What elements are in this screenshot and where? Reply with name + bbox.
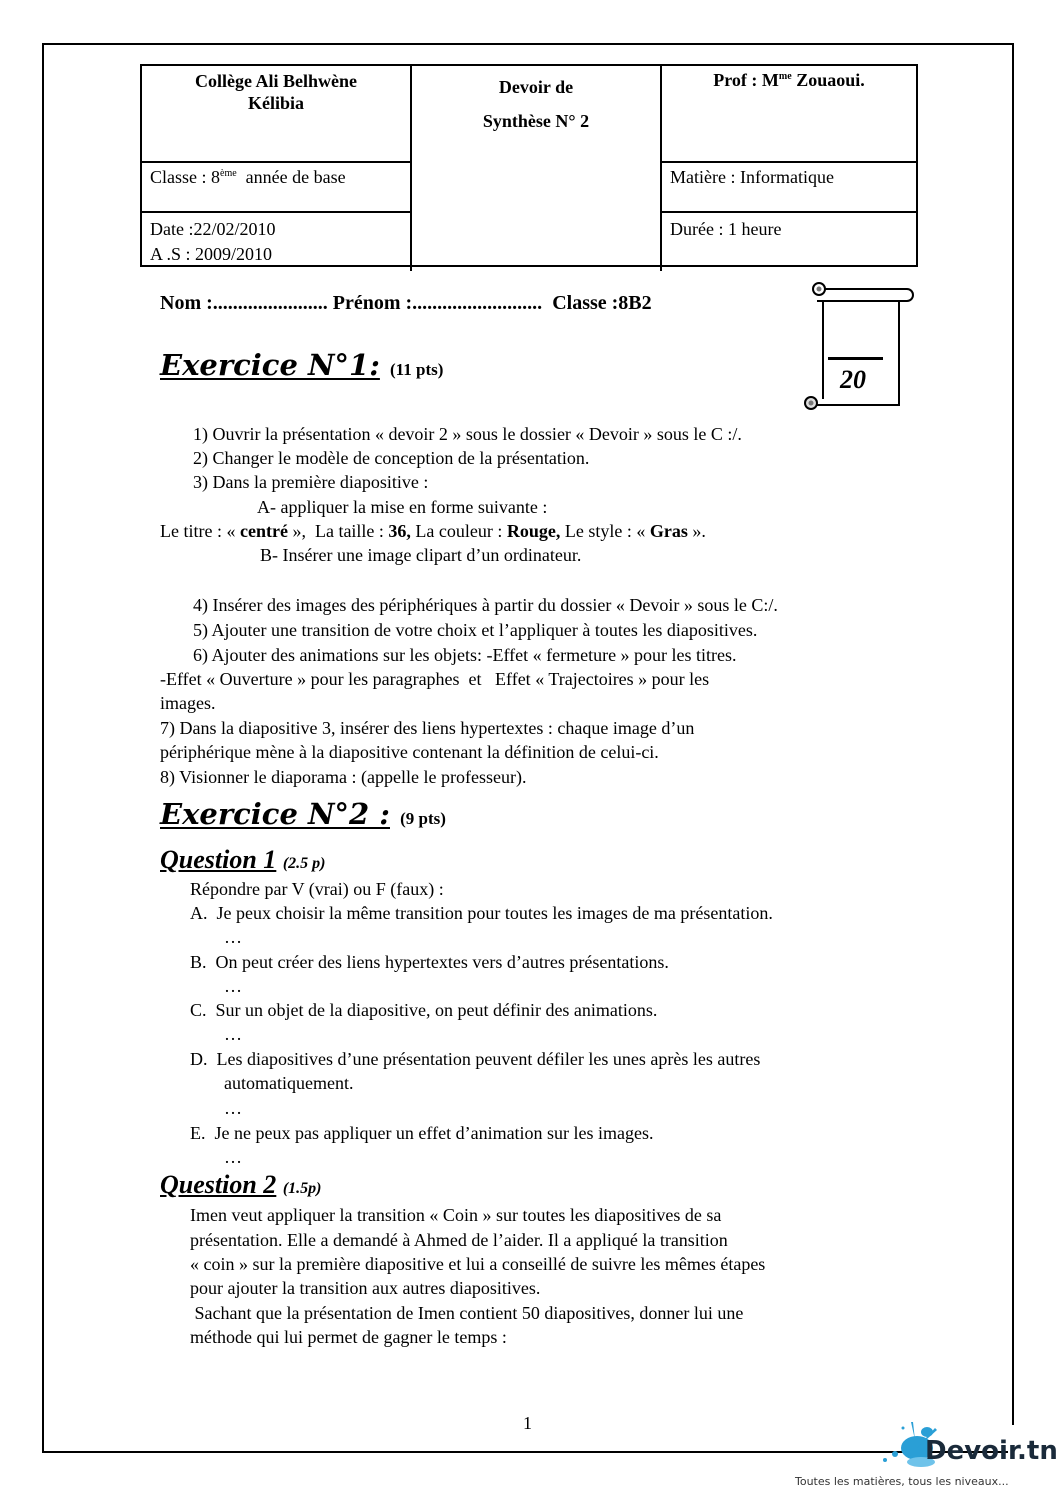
date-cell	[142, 213, 412, 271]
q2-line-4: pour ajouter la transition aux autres diapositives.	[190, 1278, 541, 1298]
score-scroll-icon	[795, 277, 915, 412]
ex1-format-line: Le titre : « centré », La taille : 36, La couleur : Rouge, Le style : « Gras ».	[160, 521, 706, 541]
q2-line-3: « coin » sur la première diapositive et lui a conseillé de suivre les mêmes étapes	[190, 1254, 766, 1274]
nom-field[interactable]: Nom :.......................	[160, 292, 328, 314]
ex1-item-6-cont2: images.	[160, 693, 216, 713]
school-cell	[142, 66, 412, 163]
question2-title	[160, 1170, 321, 1200]
q2-line-5: Sachant que la présentation de Imen contient 50 diapositives, donner lui une	[190, 1303, 744, 1323]
subject-cell	[662, 163, 916, 213]
teacher-cell	[662, 66, 916, 163]
class-sup: ème	[220, 168, 237, 179]
ex1-item-2: 2) Changer le modèle de conception de la présentation.	[193, 448, 590, 468]
teacher-name: Zouaoui.	[791, 70, 865, 90]
exam-date: Date :22/02/2010	[150, 219, 276, 239]
exercise1-points: (11 pts)	[390, 360, 444, 379]
q1-answer-e[interactable]: …	[224, 1147, 242, 1167]
page-number: 1	[523, 1413, 532, 1433]
subject: Matière : Informatique	[670, 167, 834, 187]
student-info-line	[160, 292, 652, 315]
ex1-item-4: 4) Insérer des images des périphériques à partir du dossier « Devoir » sous le C:/.	[193, 595, 778, 615]
question2-points: (1.5p)	[282, 1180, 322, 1197]
teacher-sup: me	[778, 71, 792, 82]
class-suffix: année de base	[236, 167, 346, 187]
exercise1-heading: Exercice N°1:	[160, 348, 380, 382]
teacher-prefix: Prof : M	[713, 70, 779, 90]
q2-line-6: méthode qui lui permet de gagner le temps :	[190, 1327, 507, 1347]
q1-answer-c[interactable]: …	[224, 1024, 242, 1044]
exercise2-heading: Exercice N°2 :	[160, 797, 390, 831]
question2-heading: Question 2	[160, 1170, 277, 1199]
devoir-tn-logo[interactable]	[795, 1418, 1058, 1493]
ex1-item-3b: B- Insérer une image clipart d’un ordinateur.	[260, 545, 582, 565]
q1-item-d-cont: automatiquement.	[224, 1073, 354, 1093]
prenom-field[interactable]: Prénom :..........................	[327, 292, 543, 314]
q1-answer-b[interactable]: …	[224, 976, 242, 996]
q2-line-2: présentation. Elle a demandé à Ahmed de l’aider. Il a appliqué la transition	[190, 1230, 728, 1250]
ex1-item-8: 8) Visionner le diaporama : (appelle le professeur).	[160, 767, 527, 787]
exercise1-title	[160, 348, 443, 382]
duration-cell	[662, 213, 916, 271]
question1-title	[160, 845, 325, 875]
exercise2-points: (9 pts)	[400, 809, 446, 828]
duration: Durée : 1 heure	[670, 219, 782, 239]
header-table	[140, 64, 918, 267]
class-cell	[142, 163, 412, 213]
logo-tagline: Toutes les matières, tous les niveaux...	[795, 1475, 1009, 1488]
school-name: Collège Ali Belhwène	[195, 71, 357, 91]
ex1-item-7-cont: périphérique mène à la diapositive contenant la définition de celui-ci.	[160, 742, 659, 762]
q1-instruction: Répondre par V (vrai) ou F (faux) :	[190, 879, 444, 899]
q1-item-c: C. Sur un objet de la diapositive, on peut définir des animations.	[190, 1000, 658, 1020]
q2-line-1: Imen veut appliquer la transition « Coin » sur toutes les diapositives de sa	[190, 1205, 722, 1225]
exam-title-line1: Devoir de	[498, 77, 574, 97]
school-year: A .S : 2009/2010	[150, 244, 273, 264]
question1-points: (2.5 p)	[282, 855, 326, 872]
ex1-item-3: 3) Dans la première diapositive :	[193, 472, 429, 492]
ex1-item-6: 6) Ajouter des animations sur les objets: -Effet « fermeture » pour les titres.	[193, 645, 737, 665]
q1-item-a: A. Je peux choisir la même transition pour toutes les images de ma présentation.	[190, 903, 773, 923]
q1-item-d: D. Les diapositives d’une présentation peuvent défiler les unes après les autres	[190, 1049, 761, 1069]
q1-item-b: B. On peut créer des liens hypertextes vers d’autres présentations.	[190, 952, 669, 972]
q1-answer-a[interactable]: …	[224, 927, 242, 947]
ex1-item-1: 1) Ouvrir la présentation « devoir 2 » sous le dossier « Devoir » sous le C :/.	[193, 424, 742, 444]
class-label: Classe :8B2	[542, 292, 652, 314]
exercise2-title	[160, 797, 446, 831]
exam-title-line2: Synthèse N° 2	[482, 111, 590, 131]
logo-brand: Devoir.tn	[925, 1436, 1058, 1466]
question1-heading: Question 1	[160, 845, 277, 874]
class-prefix: Classe : 8	[150, 167, 220, 187]
ex1-item-6-cont: -Effet « Ouverture » pour les paragraphes et Effet « Trajectoires » pour les	[160, 669, 710, 689]
score-denominator: 20	[840, 365, 866, 394]
ex1-item-5: 5) Ajouter une transition de votre choix et l’appliquer à toutes les diapositives.	[193, 620, 758, 640]
ex1-item-7: 7) Dans la diapositive 3, insérer des liens hypertextes : chaque image d’un	[160, 718, 695, 738]
q1-item-e: E. Je ne peux pas appliquer un effet d’animation sur les images.	[190, 1123, 654, 1143]
exam-title-cell	[412, 66, 662, 271]
school-city: Kélibia	[247, 93, 304, 113]
ex1-item-3a: A- appliquer la mise en forme suivante :	[257, 497, 548, 517]
q1-answer-d[interactable]: …	[224, 1098, 242, 1118]
